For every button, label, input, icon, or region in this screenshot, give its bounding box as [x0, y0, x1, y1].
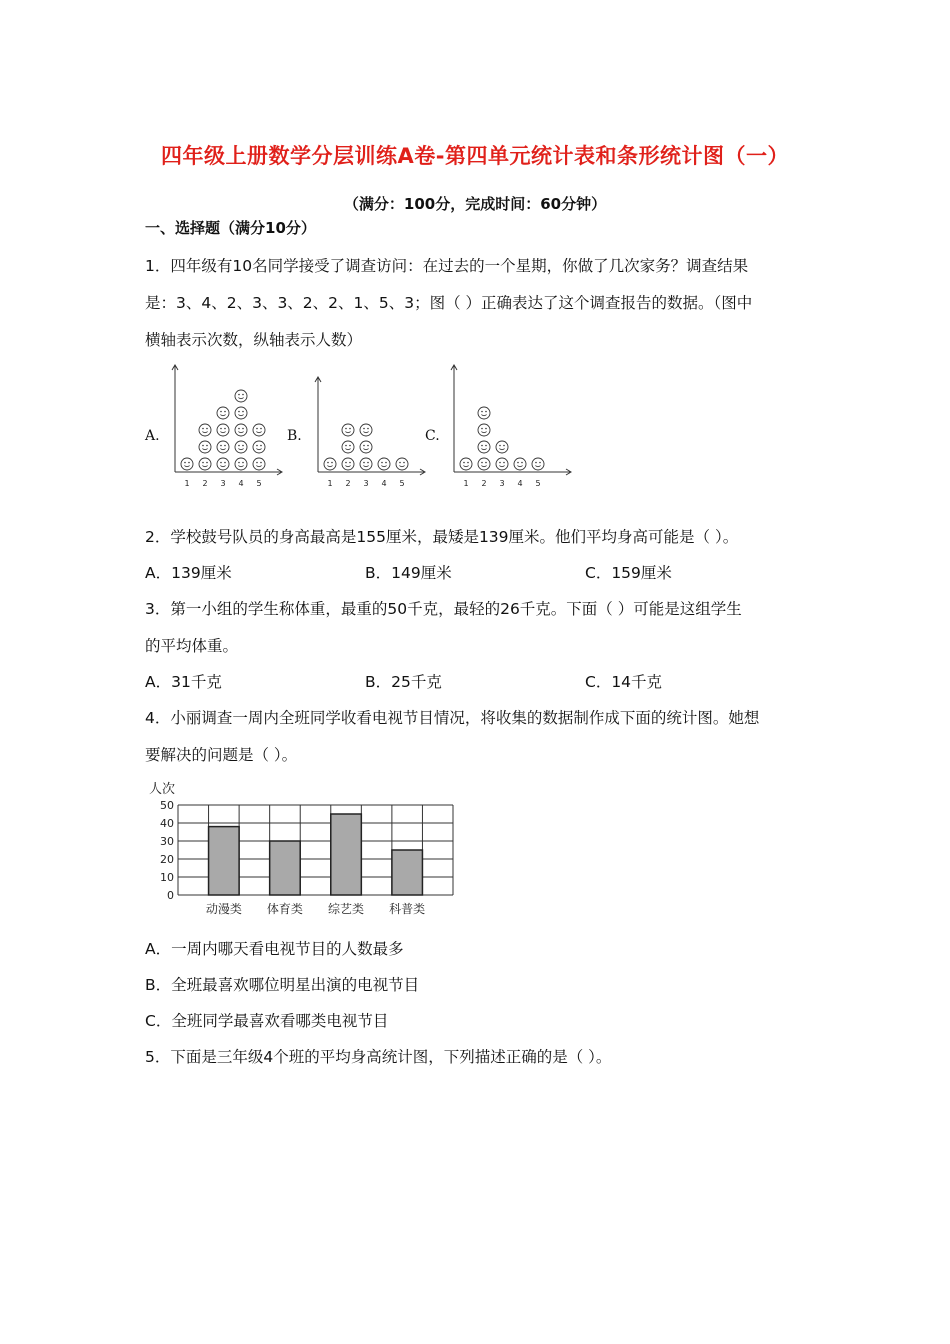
smiley-face-icon [235, 390, 247, 402]
y-tick-label: 30 [160, 835, 174, 848]
bar [270, 841, 301, 895]
smiley-face-icon [496, 458, 508, 470]
y-tick-label: 20 [160, 853, 174, 866]
bar [331, 814, 362, 895]
pictograph-tick-label: 1 [327, 479, 333, 488]
q3-line1: 3．第一小组的学生称体重，最重的50千克，最轻的26千克。下面（ ）可能是这组学生 [145, 600, 742, 618]
q2-option-c: C．159厘米 [585, 564, 672, 582]
pictograph-tick-label: 2 [202, 479, 208, 488]
smiley-face-icon [460, 458, 472, 470]
smiley-face-icon [478, 407, 490, 419]
pictograph-tick-label: 5 [535, 479, 541, 488]
x-category-label: 动漫类 [205, 902, 242, 916]
pictograph-a-label: A. [145, 428, 160, 444]
pictograph-b [308, 374, 428, 492]
x-category-label: 综艺类 [328, 902, 365, 916]
smiley-face-icon [253, 458, 265, 470]
q4-line1: 4．小丽调查一周内全班同学收看电视节目情况，将收集的数据制作成下面的统计图。她想 [145, 709, 760, 727]
section-heading: 一、选择题（满分10分） [145, 219, 316, 237]
pictograph-tick-label: 5 [256, 479, 262, 488]
pictograph-c-label: C. [425, 428, 440, 444]
bar [392, 850, 423, 895]
pictograph-tick-label: 5 [399, 479, 405, 488]
x-category-label: 科普类 [389, 902, 426, 916]
smiley-face-icon [235, 407, 247, 419]
smiley-face-icon [181, 458, 193, 470]
q4-line2: 要解决的问题是（ ）。 [145, 746, 298, 764]
smiley-face-icon [342, 441, 354, 453]
q2-option-a: A．139厘米 [145, 564, 232, 582]
pictograph-tick-label: 3 [363, 479, 369, 488]
pictograph-tick-label: 3 [499, 479, 505, 488]
smiley-face-icon [235, 458, 247, 470]
q3-line2: 的平均体重。 [145, 637, 239, 655]
pictograph-tick-label: 1 [463, 479, 469, 488]
bar [209, 827, 240, 895]
smiley-face-icon [478, 441, 490, 453]
smiley-face-icon [360, 441, 372, 453]
smiley-face-icon [378, 458, 390, 470]
smiley-face-icon [514, 458, 526, 470]
page-title: 四年级上册数学分层训练A卷-第四单元统计表和条形统计图（一） [161, 144, 789, 168]
smiley-face-icon [532, 458, 544, 470]
smiley-face-icon [496, 441, 508, 453]
bar-chart [140, 778, 470, 923]
smiley-face-icon [199, 424, 211, 436]
q4-option-a: A．一周内哪天看电视节目的人数最多 [145, 940, 404, 958]
smiley-face-icon [199, 441, 211, 453]
smiley-face-icon [360, 424, 372, 436]
pictograph-tick-label: 2 [481, 479, 487, 488]
q3-option-a: A．31千克 [145, 673, 222, 691]
smiley-face-icon [253, 441, 265, 453]
smiley-face-icon [478, 458, 490, 470]
page-subtitle: （满分：100分，完成时间：60分钟） [343, 195, 607, 213]
q5-line1: 5．下面是三年级4个班的平均身高统计图，下列描述正确的是（ ）。 [145, 1048, 612, 1066]
q1-line2: 是：3、4、2、3、3、2、2、1、5、3；图（ ）正确表达了这个调查报告的数据。（图中 [145, 294, 753, 312]
q3-option-c: C．14千克 [585, 673, 663, 691]
x-category-label: 体育类 [266, 902, 303, 916]
pictograph-tick-label: 3 [220, 479, 226, 488]
chart-ylabel: 人次 [149, 782, 176, 797]
pictograph-b-label: B. [287, 428, 302, 444]
smiley-face-icon [342, 458, 354, 470]
q4-option-c: C．全班同学最喜欢看哪类电视节目 [145, 1012, 389, 1030]
q2-option-b: B．149厘米 [365, 564, 452, 582]
q2-line1: 2．学校鼓号队员的身高最高是155厘米，最矮是139厘米。他们平均身高可能是（ ）。 [145, 528, 739, 546]
q3-option-b: B．25千克 [365, 673, 442, 691]
q4-option-b: B．全班最喜欢哪位明星出演的电视节目 [145, 976, 420, 994]
y-tick-label: 50 [160, 799, 174, 812]
smiley-face-icon [360, 458, 372, 470]
smiley-face-icon [235, 424, 247, 436]
pictograph-tick-label: 4 [517, 479, 523, 488]
pictograph-tick-label: 4 [381, 479, 387, 488]
smiley-face-icon [199, 458, 211, 470]
smiley-face-icon [217, 407, 229, 419]
y-tick-label: 40 [160, 817, 174, 830]
q1-line1: 1．四年级有10名同学接受了调查访问：在过去的一个星期，你做了几次家务？调查结果 [145, 257, 749, 275]
smiley-face-icon [217, 424, 229, 436]
pictograph-tick-label: 4 [238, 479, 244, 488]
q1-line3: 横轴表示次数，纵轴表示人数） [145, 331, 363, 349]
smiley-face-icon [342, 424, 354, 436]
smiley-face-icon [217, 458, 229, 470]
smiley-face-icon [478, 424, 490, 436]
pictograph-tick-label: 1 [184, 479, 190, 488]
smiley-face-icon [217, 441, 229, 453]
y-tick-label: 0 [167, 889, 174, 902]
smiley-face-icon [235, 441, 247, 453]
pictograph-c [444, 362, 574, 492]
smiley-face-icon [253, 424, 265, 436]
pictograph-tick-label: 2 [345, 479, 351, 488]
y-tick-label: 10 [160, 871, 174, 884]
pictograph-a [165, 362, 285, 492]
smiley-face-icon [324, 458, 336, 470]
smiley-face-icon [396, 458, 408, 470]
